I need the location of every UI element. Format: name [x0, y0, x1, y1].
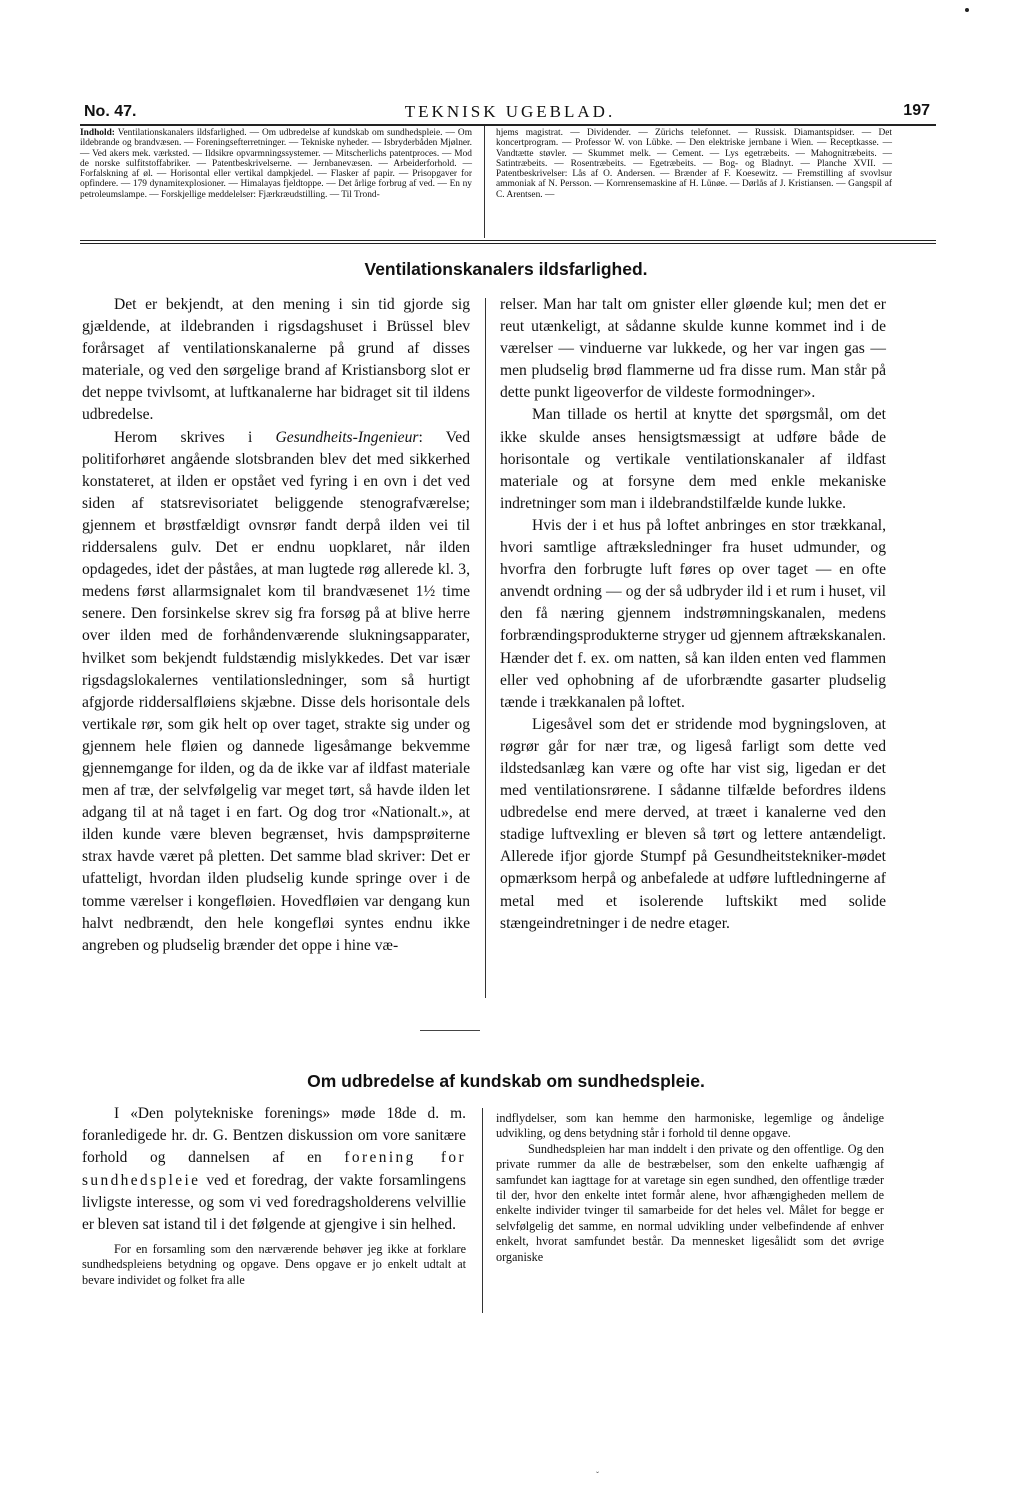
paragraph: Det er bekjendt, at den mening i sin tid gjorde sig gjældende, at ildebranden i rigsdagshuset i Brüssel blev forårsaget af ventilationskanalerne på grund af disses materiale, og ved den sørgelige brand af Kristiansborg slot er det neppe tvivlsomt, at luftkanalerne har bidraget sit til ildens udbredelse.: [82, 296, 470, 424]
issue-number: No. 47.: [84, 103, 137, 120]
column-divider: [482, 1108, 483, 1313]
contents-rule-bottom: [80, 243, 936, 244]
article-title-health: Om udbredelse af kundskab om sundhedspleie.: [307, 1071, 705, 1091]
column-divider: [485, 298, 486, 998]
contents-left-text: Ventilationskanalers ildsfarlighed. — Om udbredelse af kundskab om sundhedspleie. — Om ildebrande og brandvæsen. — Foreningsefterretninger. — Tekniske nyheder. — Isbryderbåden Mjølner. — Ved akers mek. værksted. — Ildsikre opvarmningssystemer. — Mitscherlichs patentproces. — Mod de norske sulfitstoffabriker. — Patentbeskrivelserne. — Jernbanevæsen. — Arbeiderforhold. — Forfalskning af øl. — Horisontal eller vertikal dampkjedel. — Flasker af papir. — Prisopgaver for opfindere. — 179 dynamitexplosioner. — Himalayas fjeldtoppe. — Det årlige forbrug af ved. — En ny petroleumslampe. — Forskjellige meddelelser: Fjærkræudstilling. — Til Trond-: [80, 128, 472, 200]
article-title-ventilation: Ventilationskanalers ildsfarlighed.: [364, 259, 648, 279]
paragraph: For en forsamling som den nærværende behøver jeg ikke at forklare sundhedspleiens betydning og opgave. Dens opgave er jo enkelt udtalt at bevare individet og folket fra alle: [82, 1242, 466, 1287]
journal-title: TEKNISK UGEBLAD.: [404, 102, 616, 121]
page-number: 197: [903, 102, 930, 119]
print-speck: [965, 8, 969, 12]
section-divider: [420, 1030, 480, 1031]
source-citation: Gesundheits-Ingenieur: [275, 428, 419, 446]
emphasized-phrase: forening for sundhedspleie: [82, 1149, 466, 1189]
paragraph: Man tillade os hertil at knytte det spørgsmål, om det ikke skulde anses hensigtsmæssigt at udføre både de horisontale og vertikale ventilationskanaler af ildfast materiale og at forsyne dem med enkle mekaniske indretninger som man i ildebrandstilfælde kunde lukke.: [500, 406, 886, 512]
contents-label: Indhold:: [80, 128, 115, 138]
paragraph: relser. Man har talt om gnister eller gløende kul; men det er reut utænkeligt, at sådanne skulde kunne kommet ind i de værelser — vinduerne var lukkede, og her var ingen gas — men pludselig brød flammerne ud fra disse rum. Man står på dette punkt ligeoverfor de vildeste formodninger».: [500, 296, 886, 402]
print-mark: ˇ: [596, 1470, 599, 1480]
article1-right-column: [500, 294, 886, 935]
contents-left-column: [80, 128, 472, 200]
contents-right-column: hjems magistrat. — Dividender. — Zürichs telefonnet. — Russisk. Diamantspidser. — Det koncertprogram. — Professor W. von Lübke. — Den elektriske jernbane i Wien. — Receptkasse. — Vandtætte støvler. — Skummet melk. — Cement. — Lys egetræbeits. — Mahognitræbeits. — Satintræbeits. — Rosentræbeits. — Egetræbeits. — Bog- og Bladnyt. — Planche XVII. — Patentbeskrivelser: Lås af O. Andersen. — Brænder af F. Koesewitz. — Fremstilling af svovlsur ammoniak af N. Persson. — Kornrensemaskine af H. Lünøe. — Dørlås af J. Kristiansen. — Gangspil af C. Arentsen. —: [496, 128, 892, 200]
contents-column-divider: [484, 126, 485, 238]
header-rule: [80, 124, 936, 126]
lead-paragraph: I «Den polytekniske forenings» møde 18de d. m. foranledigede hr. dr. G. Bentzen diskussion om vore sanitære forhold og dannelsen af en forening for sundhedspleie ved et foredrag, der vakte forsamlingens livligste interesse, og som vi ved foredragsholderens velvillie er bleven sat istand til i det følgende at gjengive i sin helhed.: [82, 1105, 466, 1234]
paragraph: Ligesåvel som det er stridende mod bygningsloven, at røgrør går for nær træ, og ligeså farligt som dette ved ildstedsanlæg kan være og ofte har vist sig, ligedan er det med ventilationsrørene. I sådanne tilfælde befordres ildens udbredelse end mere derved, at træet i kanalerne ved den stadige luftvexling er bleven så tørt og lettere antændeligt. Allerede ifjor gjorde Stumpf på Gesundheitstekniker-mødet opmærksom herpå og anbefalede at udføre luftledningerne af metal med et isolerende luftskikt med solide stængeindretninger i de nedre etager.: [500, 715, 886, 932]
paragraph: Hvis der i et hus på loftet anbringes en stor trækkanal, hvori samtlige aftræksledninger fra huset udmunder, og hvorfra den forbrugte luft føres op over taget — en ofte anvendt ordning — og der så udbryder ild i et rum i huset, vil den få næring gjennem indstrømningskanalen, medens forbrændingsprodukterne stryger ud gjennem aftrækskanalen. Hænder det f. ex. om natten, så kan ilden enten ved flammen eller ved ophobning af de uforbrændte gasarter pludselig tænde i trækkanalen på loftet.: [500, 516, 886, 711]
paragraph: indflydelser, som kan hemme den harmoniske, legemlige og åndelige udvikling, og dens betydning står i forhold til denne opgave.: [496, 1111, 884, 1141]
paragraph: Herom skrives i Gesundheits-Ingenieur: Ved politiforhøret angående slotsbranden blev det med sikkerhed konstateret, at ilden er opstået ved fyring i en ovn i det ved siden af statsrevisoriatet beliggende stenografværelse; gjennem et brøstfældigt ovnsrør fandt derpå ilden vei til riddersalens gulv. Det er endnu uopklaret, når ilden opdagedes, idet der påståes, at man lugtede røg allerede kl. 3, medens først allarmsignalet kom til brandvæsenet 1½ time senere. Den forsinkelse skrev sig fra forsøg på at blive herre over ilden med de forhåndenværende slukningsapparater, hvilket som bekjendt fuldstændig mislykkedes. Det var især rigsdagslokalernes ventilationsledninger, som så hurtigt afgjorde riddersalfløiens skjæbne. Disse dels horisontale dels vertikale rør, som gik helt op over taget, strakte sig under og gjennem hele fløien og dannede ligesåmange bekvemme gjennemgange for ilden, og da de ikke var af ildfast materiale men af træ, der selvfølgelig var meget tørt, så havde ilden let adgang til at nå taget i en fart. Og dog tror «Nationalt.», at ilden kunde være bleven begrænset, hvis dampsprøiterne strax havde været på pletten. Det samme blad skriver: Det er ufatteligt, hvordan ilden pludselig kunde springe over i de tomme værelser i kongefløien. Hovedfløien var dengang kun halvt nedbrændt, den hele kongefløi syntes endnu ikke angreben og pludselig brænder det oppe i hine væ-: [82, 428, 470, 954]
article1-left-column: [82, 294, 470, 957]
article2-right-column: [496, 1111, 884, 1265]
paragraph: Sundhedspleien har man inddelt i den private og den offentlige. Og den private rummer da alle de bestræbelser, som den enkelte uafhængig af samfundet kan iagttage for at varetage sin egen sundhed, den offentlige træder til der, hvor den enkelte intet formår alene, hvor afhængigheden mellem de enkelte individer tvinger til samarbeide for det heles vel. Målet for begge er selvfølgelig det samme, en normal udvikling under velbefindende af enhver enkelt, hvorat samfundet består. Da mennesket ligesålidt som det øvrige organiske: [496, 1141, 884, 1264]
contents-rule-top: [80, 240, 936, 241]
article2-left-column: [82, 1103, 466, 1288]
